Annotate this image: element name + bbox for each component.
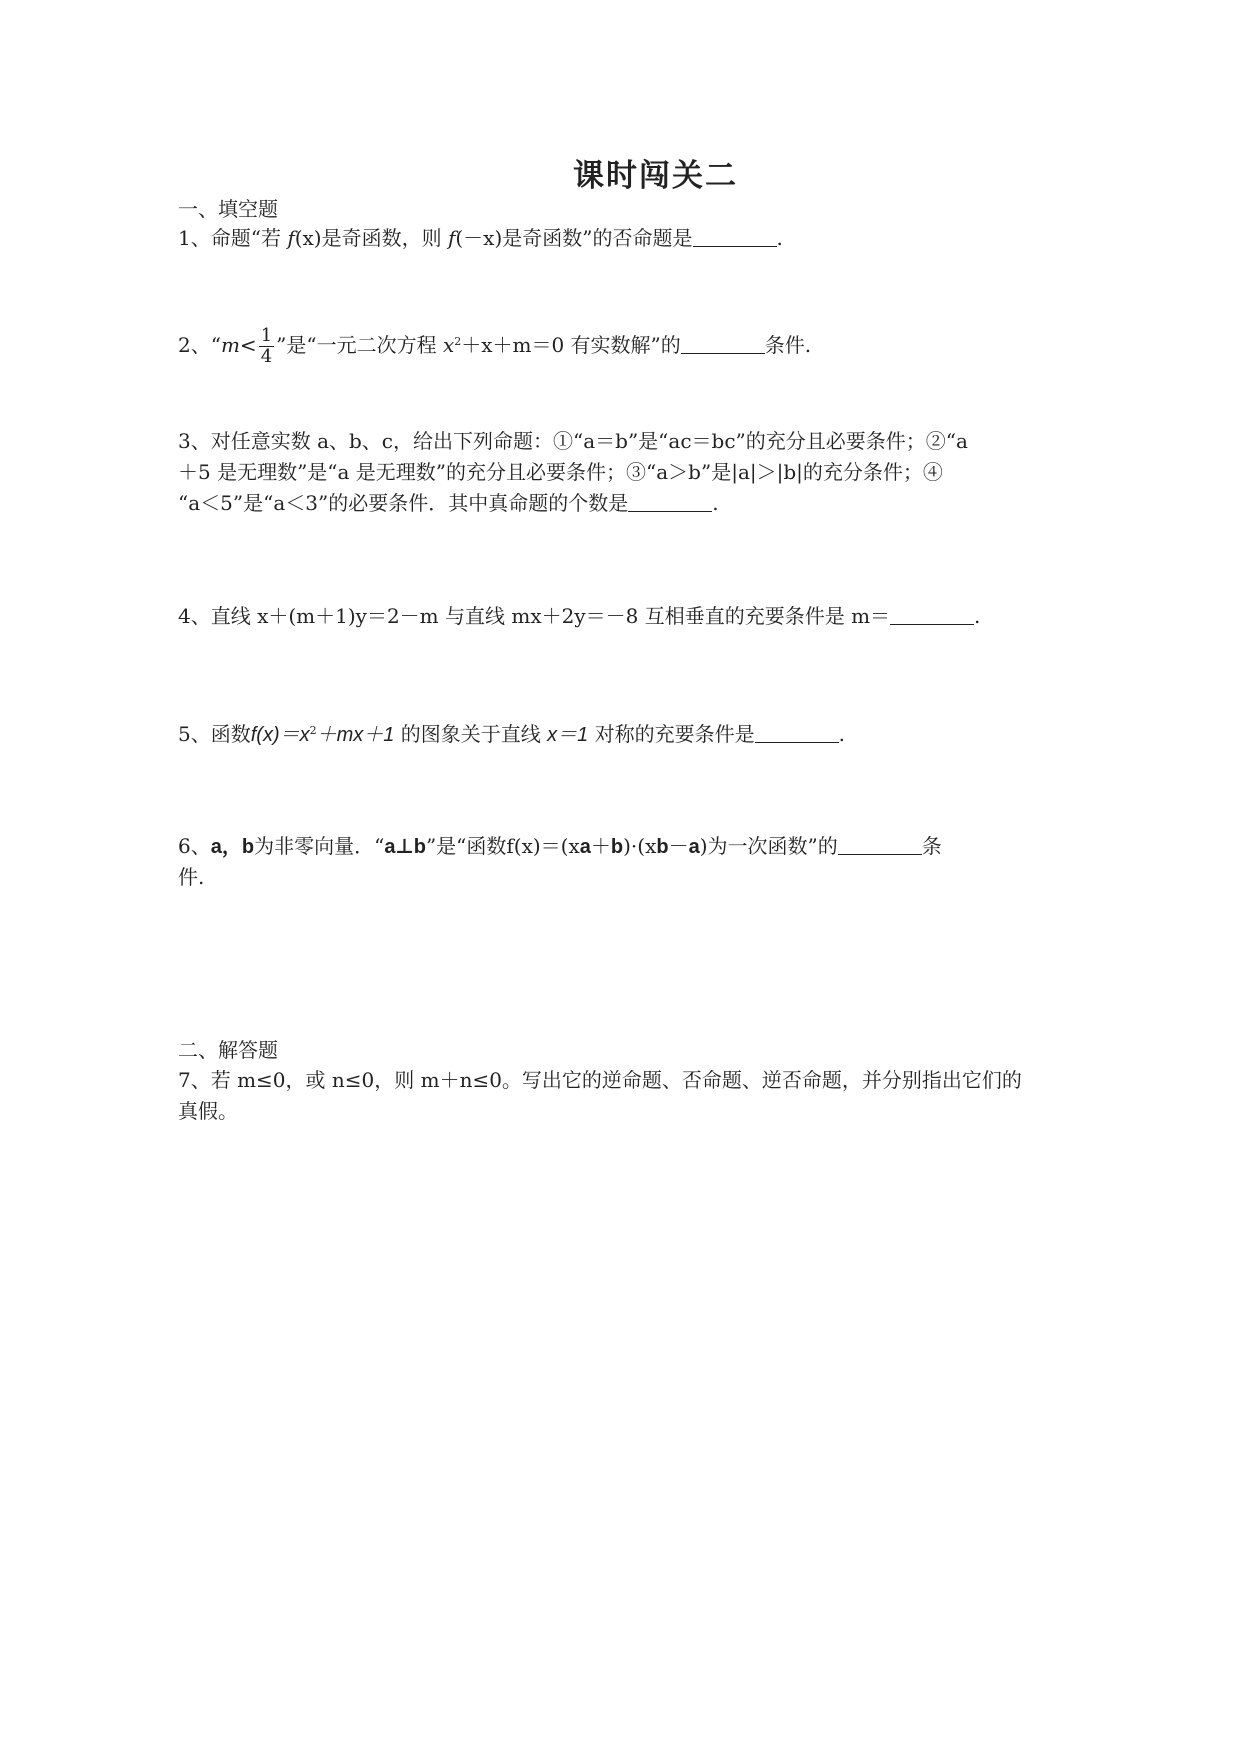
answer-blank-1[interactable] <box>693 226 777 247</box>
question-1: 1、命题“若 f(x)是奇函数，则 f(－x)是奇函数”的否命题是 . <box>178 226 783 250</box>
question-4: 4、直线 x＋(m＋1)y＝2－m 与直线 mx＋2y＝－8 互相垂直的充要条件是 m＝ . <box>178 604 981 628</box>
question-7-line-1: 7、若 m≤0，或 n≤0，则 m＋n≤0。写出它的逆命题、否命题、逆否命题，并分别指出它们的 <box>178 1068 1022 1092</box>
question-5: 5、函数$f(x)=x^2+mx+1$ 的图象关于直线 x＝1 对称的充要条件是 . <box>178 722 845 746</box>
question-7-line-2: 真假。 <box>178 1099 238 1123</box>
answer-blank-6[interactable] <box>838 834 922 855</box>
question-3-line-3: “a＜5”是“a＜3”的必要条件．其中真命题的个数是 . <box>178 491 719 515</box>
section-heading-fill-in: 一、填空题 <box>178 197 278 221</box>
question-3-line-2: ＋5 是无理数”是“a 是无理数”的充分且必要条件；③“a＞b”是|a|＞|b|的充分条件；④ <box>178 460 943 484</box>
page-title: 课时闯关二 <box>573 158 738 194</box>
answer-blank-2[interactable] <box>681 333 765 354</box>
section-heading-answer: 二、解答题 <box>178 1038 278 1062</box>
answer-blank-3[interactable] <box>628 491 712 512</box>
question-2: 2、“m< $\frac{1}{4}$ ”是“一元二次方程 $x^2+x+m=0$ 有实数解”的 条件. <box>178 325 812 367</box>
answer-blank-5[interactable] <box>755 722 839 743</box>
answer-blank-4[interactable] <box>890 604 974 625</box>
question-6-line-2: 件. <box>178 865 205 889</box>
question-6-line-1: 6、a，b为非零向量．“a⊥b”是“函数f(x)＝(xa＋b)·(xb－a)为一次函数”的 条 <box>178 834 942 858</box>
question-3-line-1: 3、对任意实数 a、b、c，给出下列命题：①“a＝b”是“ac＝bc”的充分且必要条件；②“a <box>178 429 968 453</box>
fraction-one-quarter: $\frac{1}{4}$ <box>260 325 273 367</box>
